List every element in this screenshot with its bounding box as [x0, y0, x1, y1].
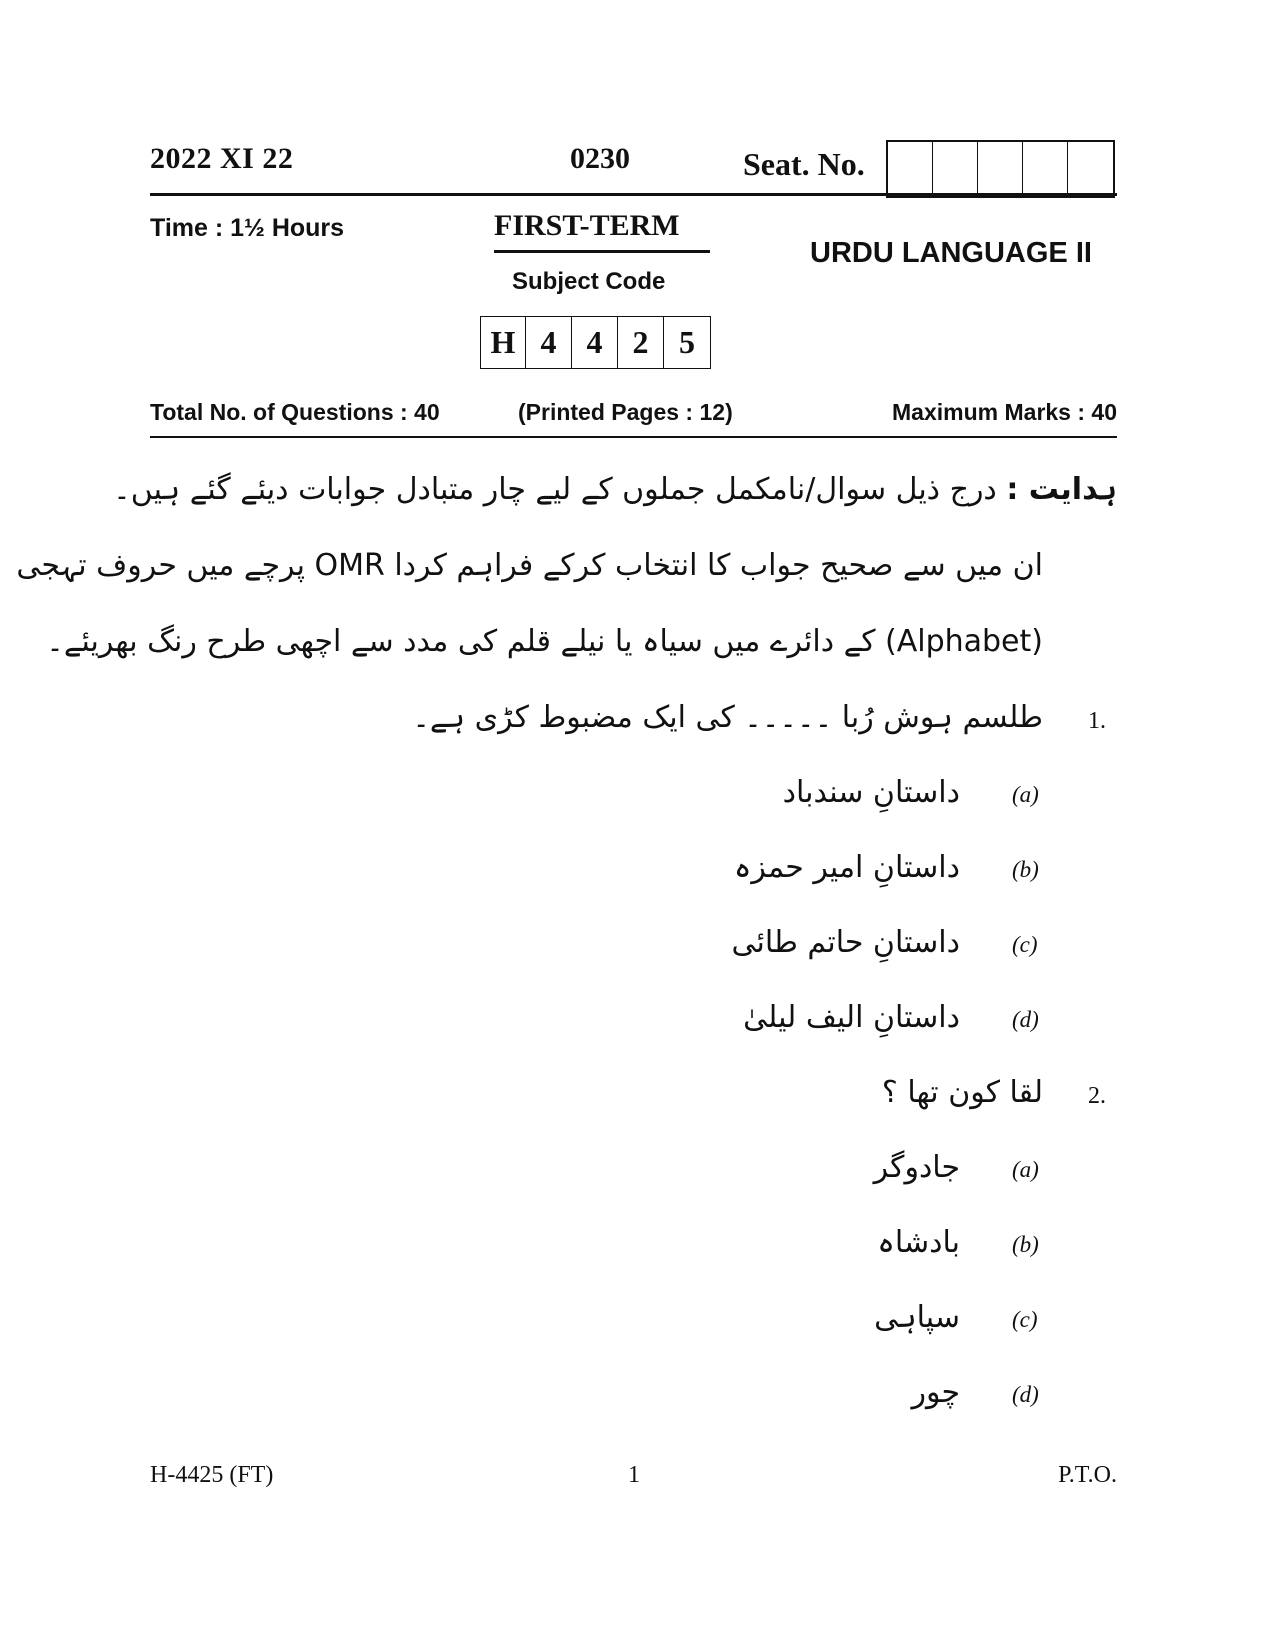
instruction-line-2: ان میں سے صحیح جواب کا انتخاب کرکے فراہم کردا OMR پرچے میں حروف تہجی — [16, 548, 1043, 583]
instruction-line-1 — [113, 472, 1117, 507]
option-letter: (a) — [1012, 1157, 1039, 1182]
option-text: سپاہی — [874, 1300, 960, 1335]
option-text: داستانِ حاتم طائی — [731, 925, 960, 960]
subject-code-char: H — [481, 317, 526, 368]
option-letter: (c) — [1012, 1307, 1038, 1332]
total-questions: Total No. of Questions : 40 — [150, 399, 440, 425]
seat-number-box[interactable] — [888, 142, 933, 196]
instruction-text-1: درج ذیل سوال/نامکمل جملوں کے لیے چار متبادل جوابات دیئے گئے ہیں۔ — [113, 472, 997, 507]
option-text: بادشاہ — [877, 1225, 960, 1260]
subject-code-char: 4 — [572, 317, 618, 368]
option-text: داستانِ امیر حمزہ — [733, 850, 960, 885]
option-text: چور — [911, 1375, 960, 1410]
subject-code-label: Subject Code — [512, 268, 666, 295]
seat-number-boxes[interactable] — [886, 140, 1115, 198]
option-text: داستانِ سندباد — [782, 775, 960, 810]
option-letter: (b) — [1012, 1232, 1039, 1257]
subject-code-char: 5 — [679, 324, 695, 360]
seat-number-box[interactable] — [933, 142, 978, 196]
printed-pages: (Printed Pages : 12) — [518, 399, 733, 425]
exam-code: 2022 XI 22 — [150, 142, 294, 175]
question-text: طلسم ہوش رُبا ۔۔۔۔۔ کی ایک مضبوط کڑی ہے۔ — [412, 700, 1043, 735]
subject-code-char: 2 — [618, 317, 664, 368]
footer-paper-code: H-4425 (FT) — [150, 1462, 274, 1488]
option-letter: (d) — [1012, 1382, 1039, 1407]
option-letter: (a) — [1012, 782, 1039, 807]
header-divider — [150, 193, 1117, 196]
option-text: جادوگر — [873, 1150, 960, 1185]
subject-code-boxes — [480, 316, 711, 369]
please-turn-over: P.T.O. — [1058, 1462, 1117, 1488]
meta-divider — [150, 436, 1117, 438]
seat-number-box[interactable] — [1068, 142, 1113, 196]
maximum-marks: Maximum Marks : 40 — [892, 399, 1117, 425]
seat-number-box[interactable] — [978, 142, 1023, 196]
question-number: 2. — [1088, 1083, 1106, 1109]
time-allowed: Time : 1½ Hours — [150, 214, 345, 242]
term-title: FIRST-TERM — [494, 209, 680, 242]
term-underline — [494, 250, 710, 253]
subject-title: URDU LANGUAGE II — [810, 237, 1092, 269]
instruction-label: ہدایت : — [1006, 472, 1117, 507]
option-letter: (b) — [1012, 857, 1039, 882]
seat-number-label: Seat. No. — [743, 146, 865, 182]
subject-code-char: 4 — [526, 317, 572, 368]
question-number: 1. — [1088, 708, 1106, 734]
page-number: 1 — [628, 1462, 640, 1488]
option-text: داستانِ الیف لیلیٰ — [743, 1000, 960, 1035]
paper-number: 0230 — [570, 142, 630, 175]
instruction-line-3: (Alphabet) کے دائرے میں سیاہ یا نیلے قلم کی مدد سے اچھی طرح رنگ بھریئے۔ — [46, 624, 1043, 659]
option-letter: (c) — [1012, 932, 1038, 957]
question-text: لقا کون تھا ؟ — [881, 1075, 1043, 1110]
option-letter: (d) — [1012, 1007, 1039, 1032]
seat-number-box[interactable] — [1023, 142, 1068, 196]
